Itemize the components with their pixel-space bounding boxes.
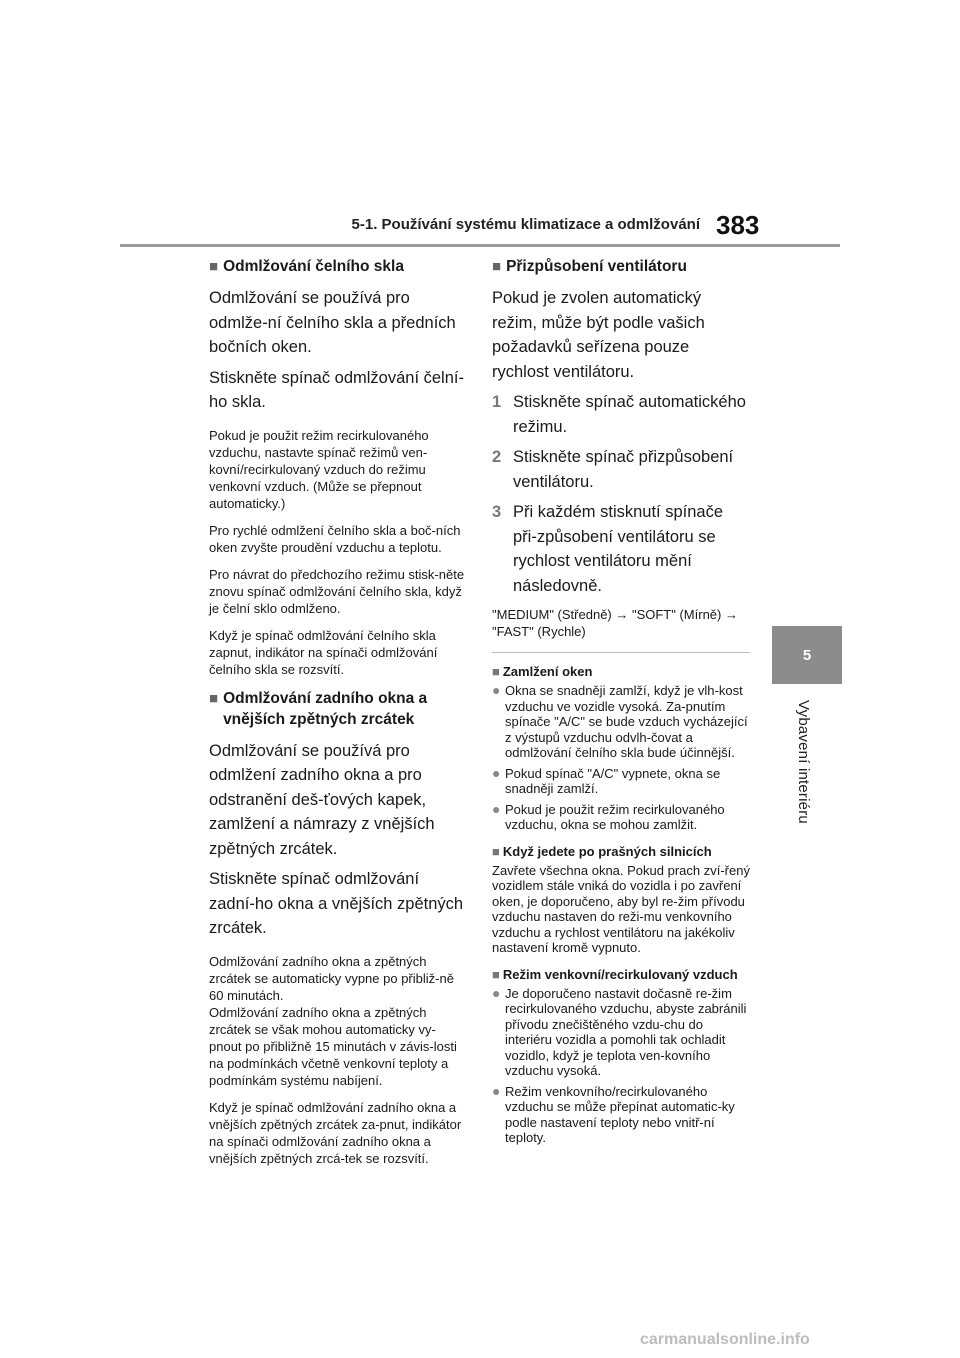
square-bullet-icon: ■	[492, 843, 500, 859]
chapter-label: Vybavení interiéru	[795, 700, 812, 824]
section-heading	[492, 256, 750, 277]
bullet-item	[492, 1084, 750, 1146]
watermark: carmanualsonline.info	[640, 1331, 810, 1348]
chapter-tab: 5	[772, 626, 842, 684]
step-number: 2	[492, 448, 502, 466]
bullet-item	[492, 802, 750, 833]
heading-text: Odmlžování zadního okna a vnějších zpětných zrcátek	[223, 689, 428, 728]
bullet-text: Okna se snadněji zamlží, když je vlh-kost vzduchu ve vozidle vysoká. Za-pnutím spínače "A/C" se bude vzduch vycházející z výstupů vzduchu odvlh-čovat a odmlžování čelního skla bude účinnější.	[505, 683, 748, 760]
bullet-item	[492, 766, 750, 797]
bullet-text: Režim venkovního/recirkulovaného vzduchu se může přepínat automatic-ky podle nastavení teploty nebo vnitř-ní teploty.	[505, 1083, 735, 1145]
note: Pokud je použit režim recirkulovaného vzduchu, nastavte spínač režimů ven-kovní/recirkulovaný vzduch do režimu venkovní vzduch. (Může se přepnout automaticky.)	[209, 427, 429, 511]
circle-bullet-icon: ●	[492, 984, 501, 1001]
subsection-heading	[492, 843, 750, 860]
heading-text: Zamlžení oken	[502, 664, 593, 679]
step-number: 1	[492, 393, 502, 411]
note: Odmlžování zadního okna a zpětných zrcátek se však mohou automaticky vy-pnout po přibližně 15 minutách v závis-losti na podmínkách včetně venkovní teploty a podmínkám systému nabíjení.	[209, 1004, 457, 1088]
header-rule	[120, 244, 840, 247]
square-bullet-icon: ■	[492, 664, 500, 679]
paragraph: Odmlžování se používá pro odmlžení zadního okna a pro odstranění deš-ťových kapek, zamlžení a námrazy z vnějších zpětných zrcátek.	[209, 741, 435, 858]
circle-bullet-icon: ●	[492, 682, 501, 698]
square-bullet-icon: ■	[492, 966, 500, 982]
note: Pro rychlé odmlžení čelního skla a boč-ních oken zvyšte proudění vzduchu a teplotu.	[209, 522, 461, 555]
divider	[492, 652, 750, 653]
step-number: 3	[492, 503, 502, 521]
section-heading	[209, 688, 467, 730]
fan-modes-sequence: "MEDIUM" (Středně) → "SOFT" (Mírně) → "FAST" (Rychle)	[492, 607, 738, 639]
circle-bullet-icon: ●	[492, 800, 501, 817]
step-text: Při každém stisknutí spínače při-způsobení ventilátoru se rychlost ventilátoru mění následovně.	[513, 503, 724, 595]
heading-text: Odmlžování čelního skla	[223, 258, 404, 275]
heading-text: Přizpůsobení ventilátoru	[506, 258, 687, 275]
paragraph: Stiskněte spínač odmlžování čelní-ho skla.	[209, 368, 464, 411]
left-column	[209, 256, 467, 1177]
note: Odmlžování zadního okna a zpětných zrcátek se automaticky vypne po přibliž-ně 60 minutách.	[209, 953, 454, 1003]
square-bullet-icon: ■	[492, 258, 502, 275]
circle-bullet-icon: ●	[492, 1082, 501, 1099]
paragraph: Odmlžování se používá pro odmlže-ní čelního skla a předních bočních oken.	[209, 289, 456, 356]
bullet-text: Je doporučeno nastavit dočasně re-žim recirkulovaného vzduchu, abyste zabránili přívodu znečištěného vzdu-chu do interiéru vozidla a pomohli tak ochladit vozidlo, když je teplota ven-kovního vzduchu vysoká.	[505, 985, 747, 1078]
note: Pro návrat do předchozího režimu stisk-něte znovu spínač odmlžování čelního skla, když je čelní sklo odmlženo.	[209, 566, 465, 616]
paragraph: Pokud je zvolen automatický režim, může být podle vašich požadavků seřízena pouze rychlost ventilátoru.	[492, 289, 705, 381]
bullet-text: Pokud je použit režim recirkulovaného vzduchu, okna se mohou zamlžit.	[505, 801, 725, 832]
step-text: Stiskněte spínač přizpůsobení ventilátoru.	[513, 448, 734, 491]
square-bullet-icon: ■	[209, 689, 219, 707]
subsection-heading	[492, 966, 750, 983]
step-item	[492, 445, 750, 494]
bullet-item	[492, 986, 750, 1079]
step-item	[492, 390, 750, 439]
circle-bullet-icon: ●	[492, 764, 501, 781]
heading-text: Když jedete po prašných silnicích	[502, 843, 712, 859]
heading-text: Režim venkovní/recirkulovaný vzduch	[502, 966, 738, 982]
section-title: 5-1. Používání systému klimatizace a odmlžování	[351, 216, 700, 233]
paragraph: Stiskněte spínač odmlžování zadní-ho okna a vnějších zpětných zrcátek.	[209, 870, 464, 937]
subsection-heading	[492, 663, 750, 680]
step-item	[492, 500, 750, 598]
square-bullet-icon: ■	[209, 258, 219, 275]
section-heading	[209, 256, 467, 277]
bullet-item	[492, 683, 750, 761]
note: Když je spínač odmlžování zadního okna a vnějších zpětných zrcátek za-pnut, indikátor na spínači odmlžování zadního okna a vnějších zpětných zrcá-tek se rozsvítí.	[209, 1099, 462, 1166]
right-column	[492, 256, 750, 1151]
bullet-text: Pokud spínač "A/C" vypnete, okna se snadněji zamlží.	[505, 765, 721, 796]
page-number: 383	[716, 210, 760, 240]
paragraph: Zavřete všechna okna. Pokud prach zví-řený vozidlem stále vniká do vozidla i po zavření oken, je doporučeno, aby byl re-žim přívodu vzduchu nastaven do reži-mu venkovního vzduchu a rychlost ventilátoru na jakékoliv nastavení kromě vypnuto.	[492, 862, 750, 955]
step-text: Stiskněte spínač automatického režimu.	[513, 393, 746, 436]
note: Když je spínač odmlžování čelního skla zapnut, indikátor na spínači odmlžování čelního skla se rozsvítí.	[209, 627, 438, 677]
